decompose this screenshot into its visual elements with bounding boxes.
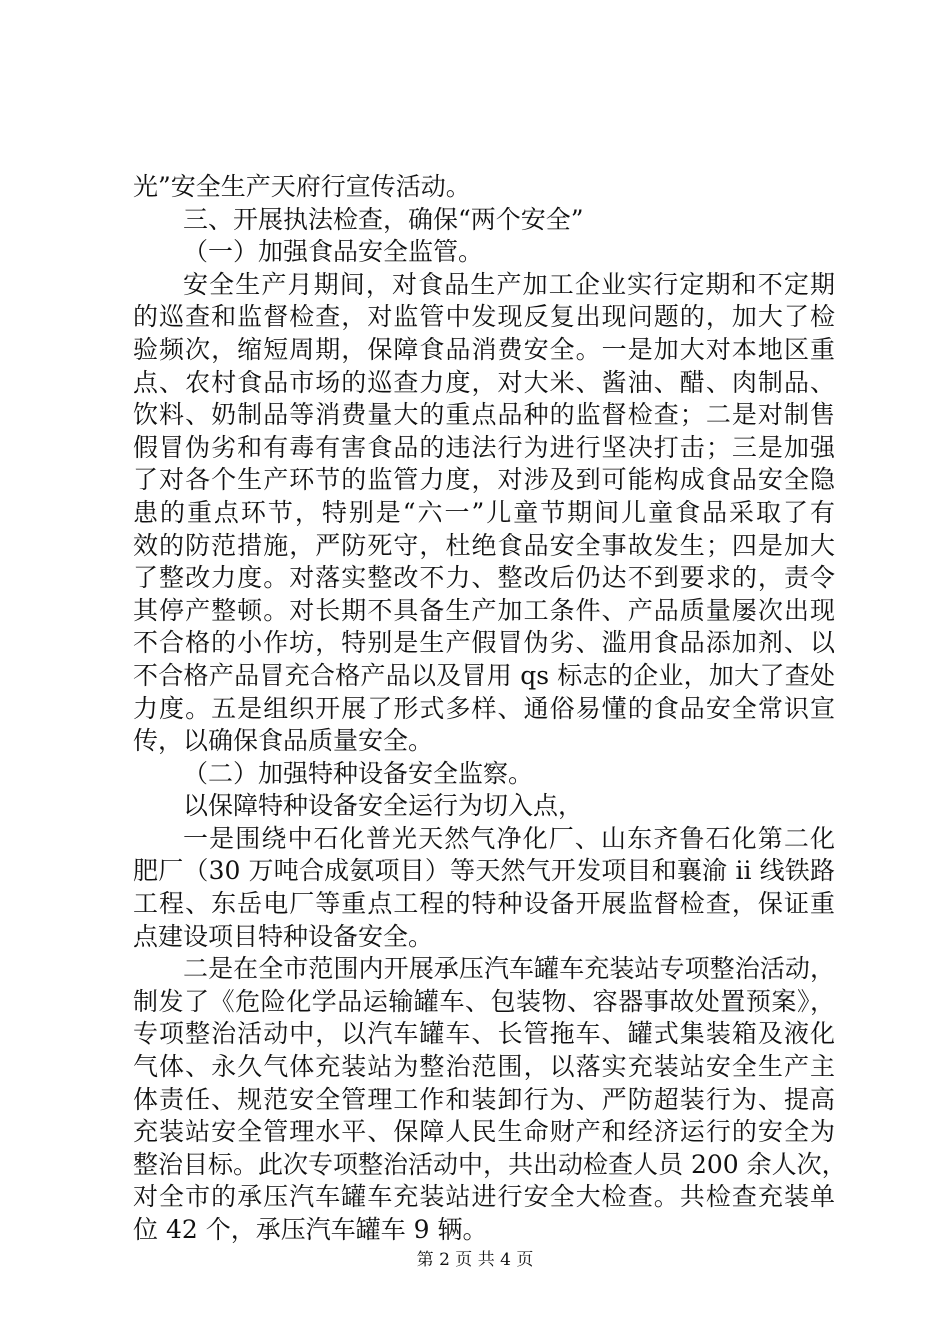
- text-line: 安全生产月期间，对食品生产加工企业实行定期和不定期: [183, 269, 835, 299]
- text-line: 以保障特种设备安全运行为切入点，: [183, 791, 584, 821]
- text-line: 二是在全市范围内开展承压汽车罐车充装站专项整治活动，: [183, 954, 835, 984]
- text-line: 假冒伪劣和有毒有害食品的违法行为进行坚决打击；三是加强: [133, 432, 835, 462]
- text-line: 工程、东岳电厂等重点工程的特种设备开展监督检查，保证重: [133, 889, 835, 919]
- text-line: 一是围绕中石化普光天然气净化厂、山东齐鲁石化第二化: [183, 823, 835, 853]
- text-line: 制发了《危险化学品运输罐车、包装物、容器事故处置预案》，: [133, 986, 835, 1016]
- text-line: 体责任、规范安全管理工作和装卸行为、严防超装行为、提高: [133, 1084, 835, 1114]
- page-footer: 第 2 页 共 4 页: [416, 1250, 534, 1270]
- text-line: 了整改力度。对落实整改不力、整改后仍达不到要求的，责令: [133, 563, 835, 593]
- text-line: 充装站安全管理水平、保障人民生命财产和经济运行的安全为: [133, 1117, 835, 1147]
- text-line: 不合格产品冒充合格产品以及冒用 qs 标志的企业，加大了查处: [133, 660, 835, 690]
- text-line: 其停产整顿。对长期不具备生产加工条件、产品质量屡次出现: [133, 595, 835, 625]
- text-line: 整治目标。此次专项整治活动中，共出动检查人员 200 余人次，: [133, 1149, 847, 1179]
- text-line: 患的重点环节，特别是“六一”儿童节期间儿童食品采取了有: [133, 497, 835, 527]
- text-line: 三、开展执法检查，确保“两个安全”: [183, 204, 584, 234]
- text-line: 不合格的小作坊，特别是生产假冒伪劣、滥用食品添加剂、以: [133, 628, 835, 658]
- text-line: 专项整治活动中，以汽车罐车、长管拖车、罐式集装箱及液化: [133, 1019, 835, 1049]
- text-line: （一）加强食品安全监管。: [183, 237, 484, 267]
- text-line: 位 42 个，承压汽车罐车 9 辆。: [133, 1215, 488, 1244]
- text-line: 肥厂（30 万吨合成氨项目）等天然气开发项目和襄渝 ii 线铁路: [133, 856, 835, 886]
- text-line: （二）加强特种设备安全监察。: [183, 758, 534, 788]
- text-line: 点、农村食品市场的巡查力度，对大米、酱油、醋、肉制品、: [133, 367, 835, 397]
- text-line: 饮料、奶制品等消费量大的重点品种的监督检查；二是对制售: [133, 400, 835, 430]
- text-line: 对全市的承压汽车罐车充装站进行安全大检查。共检查充装单: [133, 1182, 835, 1212]
- text-line: 光”安全生产天府行宣传活动。: [133, 172, 471, 201]
- text-line: 传，以确保食品质量安全。: [133, 726, 434, 756]
- text-line: 气体、永久气体充装站为整治范围，以落实充装站安全生产主: [133, 1052, 835, 1082]
- text-line: 了对各个生产环节的监管力度，对涉及到可能构成食品安全隐: [133, 465, 835, 495]
- text-line: 效的防范措施，严防死守，杜绝食品安全事故发生；四是加大: [133, 530, 835, 560]
- text-line: 力度。五是组织开展了形式多样、通俗易懂的食品安全常识宣: [133, 693, 835, 723]
- text-line: 点建设项目特种设备安全。: [133, 921, 434, 951]
- text-line: 验频次，缩短周期，保障食品消费安全。一是加大对本地区重: [133, 334, 835, 364]
- body-text: [133, 171, 847, 1247]
- text-line: 的巡查和监督检查，对监管中发现反复出现问题的，加大了检: [133, 302, 835, 332]
